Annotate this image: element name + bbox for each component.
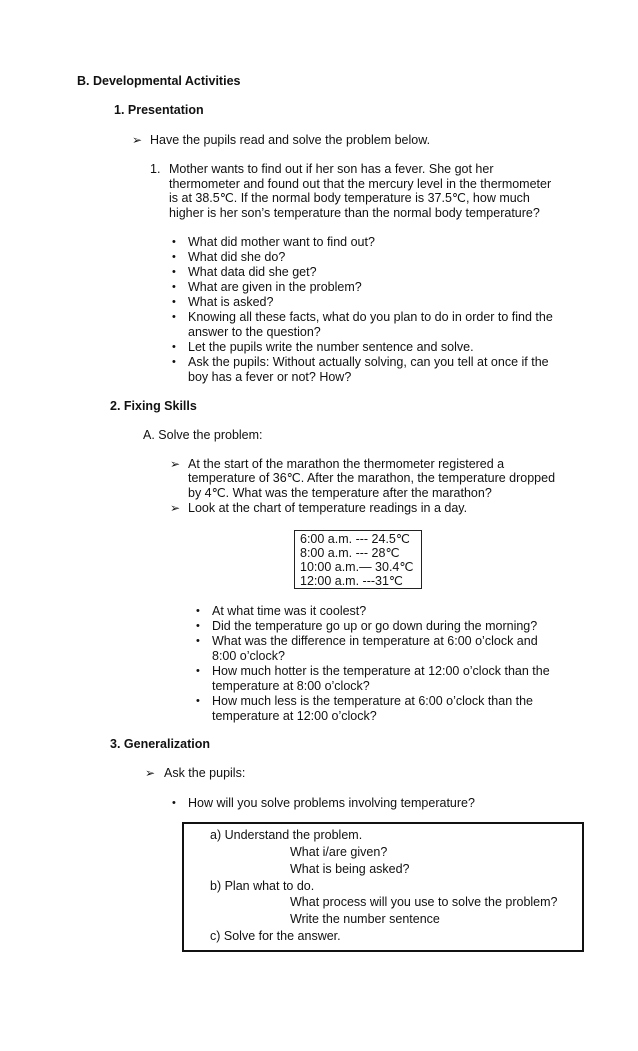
- step-line: Write the number sentence: [290, 912, 440, 926]
- question-item: What did she do?: [188, 250, 286, 264]
- arrow-icon: ➢: [145, 766, 156, 780]
- question-item: How much hotter is the temperature at 12:00 o’clock than the: [212, 664, 550, 678]
- step-line: c) Solve for the answer.: [210, 929, 341, 943]
- bullet-icon: •: [196, 665, 200, 677]
- problem-line: higher is her son’s temperature than the normal body temperature?: [169, 206, 540, 220]
- reading-row: 8:00 a.m. --- 28℃: [300, 546, 400, 560]
- problem-line: thermometer and found out that the mercury level in the thermometer: [169, 177, 552, 191]
- question-item: What data did she get?: [188, 265, 317, 279]
- bullet-icon: •: [196, 635, 200, 647]
- bullet-icon: •: [172, 296, 176, 308]
- marathon-line: At the start of the marathon the thermometer registered a: [188, 457, 505, 471]
- problem-number: 1.: [150, 162, 161, 176]
- question-item: answer to the question?: [188, 325, 321, 339]
- bullet-icon: •: [172, 281, 176, 293]
- bullet-icon: •: [172, 251, 176, 263]
- bullet-icon: •: [196, 605, 200, 617]
- reading-row: 12:00 a.m. ---31℃: [300, 574, 403, 588]
- bullet-icon: •: [172, 311, 176, 323]
- question-item: 8:00 o’clock?: [212, 649, 285, 663]
- question-item: Did the temperature go up or go down during the morning?: [212, 619, 538, 633]
- generalization-heading: 3. Generalization: [110, 737, 211, 751]
- bullet-icon: •: [196, 695, 200, 707]
- reading-row: 10:00 a.m.— 30.4℃: [300, 560, 414, 574]
- question-item: Knowing all these facts, what do you plan to do in order to find the: [188, 310, 553, 324]
- generalization-instruction: Ask the pupils:: [164, 766, 246, 780]
- presentation-instruction: Have the pupils read and solve the problem below.: [150, 133, 431, 147]
- question-item: temperature at 8:00 o’clock?: [212, 679, 370, 693]
- question-item: Let the pupils write the number sentence and solve.: [188, 340, 474, 354]
- bullet-icon: •: [196, 620, 200, 632]
- problem-line: is at 38.5℃. If the normal body temperature is 37.5℃, how much: [169, 191, 530, 205]
- question-item: At what time was it coolest?: [212, 604, 367, 618]
- chart-instruction: Look at the chart of temperature readings in a day.: [188, 501, 468, 515]
- bullet-icon: •: [172, 356, 176, 368]
- question-item: What did mother want to find out?: [188, 235, 375, 249]
- question-item: What is asked?: [188, 295, 274, 309]
- question-item: temperature at 12:00 o’clock?: [212, 709, 377, 723]
- fixing-skills-heading: 2. Fixing Skills: [110, 399, 197, 413]
- problem-line: Mother wants to find out if her son has a fever. She got her: [169, 162, 494, 176]
- section-heading: B. Developmental Activities: [77, 74, 241, 88]
- step-line: b) Plan what to do.: [210, 879, 315, 893]
- bullet-icon: •: [172, 341, 176, 353]
- step-line: What is being asked?: [290, 862, 410, 876]
- arrow-icon: ➢: [170, 457, 181, 471]
- fixing-skills-subheading: A. Solve the problem:: [143, 428, 263, 442]
- question-item: Ask the pupils: Without actually solving, can you tell at once if the: [188, 355, 549, 369]
- presentation-heading: 1. Presentation: [114, 103, 204, 117]
- arrow-icon: ➢: [132, 133, 143, 147]
- bullet-icon: •: [172, 797, 176, 809]
- question-item: boy has a fever or not? How?: [188, 370, 352, 384]
- question-item: What was the difference in temperature at 6:00 o’clock and: [212, 634, 538, 648]
- generalization-question: How will you solve problems involving temperature?: [188, 796, 475, 810]
- reading-row: 6:00 a.m. --- 24.5℃: [300, 532, 410, 546]
- question-item: How much less is the temperature at 6:00 o’clock than the: [212, 694, 533, 708]
- step-line: a) Understand the problem.: [210, 828, 363, 842]
- arrow-icon: ➢: [170, 501, 181, 515]
- bullet-icon: •: [172, 266, 176, 278]
- bullet-icon: •: [172, 236, 176, 248]
- marathon-line: temperature of 36℃. After the marathon, the temperature dropped: [188, 471, 556, 485]
- marathon-line: by 4℃. What was the temperature after the marathon?: [188, 486, 492, 500]
- step-line: What i/are given?: [290, 845, 388, 859]
- step-line: What process will you use to solve the problem?: [290, 895, 558, 909]
- question-item: What are given in the problem?: [188, 280, 362, 294]
